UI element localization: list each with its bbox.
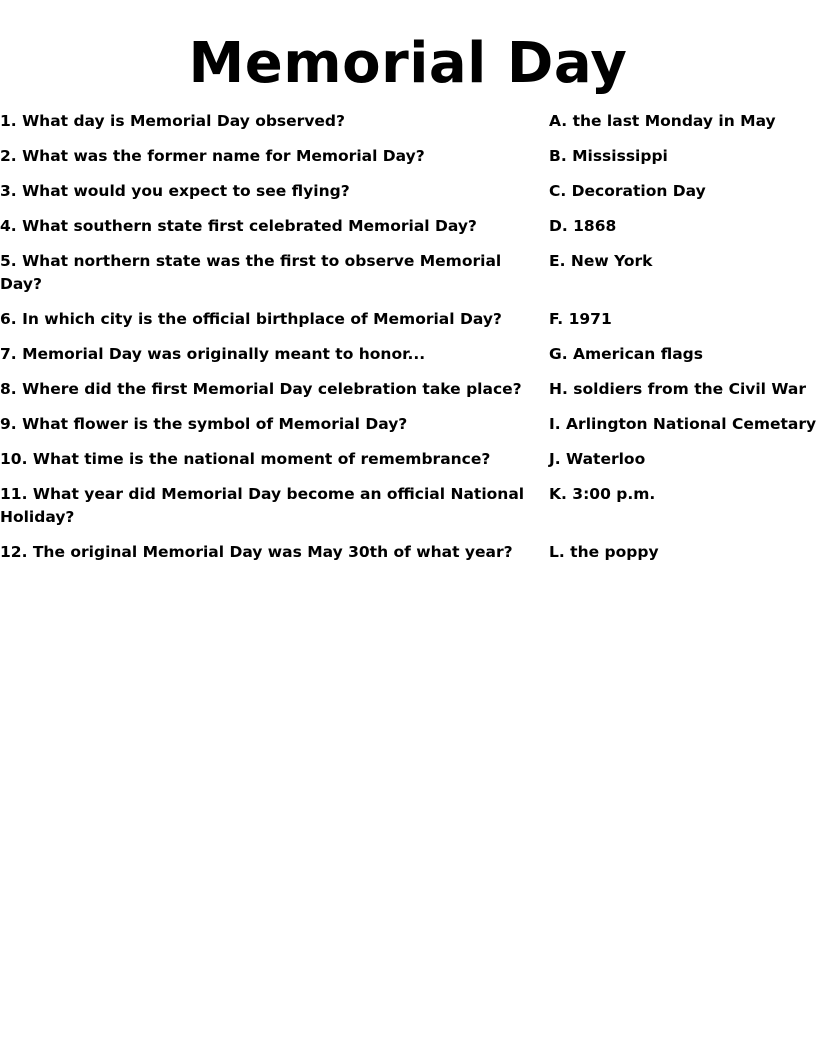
matching-row bbox=[0, 343, 816, 366]
answer-option: I. Arlington National Cemetary bbox=[549, 415, 816, 433]
matching-row bbox=[0, 250, 816, 296]
question-text: 10. What time is the national moment of remembrance? bbox=[0, 450, 491, 468]
question-text: 6. In which city is the official birthplace of Memorial Day? bbox=[0, 310, 502, 328]
question-text: 2. What was the former name for Memorial Day? bbox=[0, 147, 425, 165]
answer-option: J. Waterloo bbox=[549, 450, 646, 468]
question-text: 11. What year did Memorial Day become an official National Holiday? bbox=[0, 485, 525, 526]
matching-list bbox=[0, 110, 816, 564]
answer-option: F. 1971 bbox=[549, 310, 612, 328]
question-text: 8. Where did the first Memorial Day celebration take place? bbox=[0, 380, 522, 398]
question-text: 3. What would you expect to see flying? bbox=[0, 182, 350, 200]
answer-option: B. Mississippi bbox=[549, 147, 668, 165]
answer-option: H. soldiers from the Civil War bbox=[549, 380, 807, 398]
answer-option: L. the poppy bbox=[549, 543, 659, 561]
answer-option: D. 1868 bbox=[549, 217, 617, 235]
answer-option: C. Decoration Day bbox=[549, 182, 706, 200]
matching-row bbox=[0, 145, 816, 168]
matching-row bbox=[0, 215, 816, 238]
answer-option: G. American flags bbox=[549, 345, 703, 363]
matching-row bbox=[0, 448, 816, 471]
question-text: 5. What northern state was the first to observe Memorial Day? bbox=[0, 252, 502, 293]
answer-option: A. the last Monday in May bbox=[549, 112, 776, 130]
matching-row bbox=[0, 308, 816, 331]
answer-option: K. 3:00 p.m. bbox=[549, 485, 656, 503]
matching-row bbox=[0, 180, 816, 203]
worksheet-title: Memorial Day bbox=[188, 31, 628, 96]
answer-option: E. New York bbox=[549, 252, 653, 270]
matching-row bbox=[0, 483, 816, 529]
matching-row bbox=[0, 378, 816, 401]
question-text: 7. Memorial Day was originally meant to honor... bbox=[0, 345, 426, 363]
question-text: 9. What flower is the symbol of Memorial Day? bbox=[0, 415, 408, 433]
matching-row bbox=[0, 541, 816, 564]
question-text: 12. The original Memorial Day was May 30th of what year? bbox=[0, 543, 513, 561]
matching-row bbox=[0, 413, 816, 436]
question-text: 1. What day is Memorial Day observed? bbox=[0, 112, 346, 130]
question-text: 4. What southern state first celebrated Memorial Day? bbox=[0, 217, 477, 235]
matching-row bbox=[0, 110, 816, 133]
